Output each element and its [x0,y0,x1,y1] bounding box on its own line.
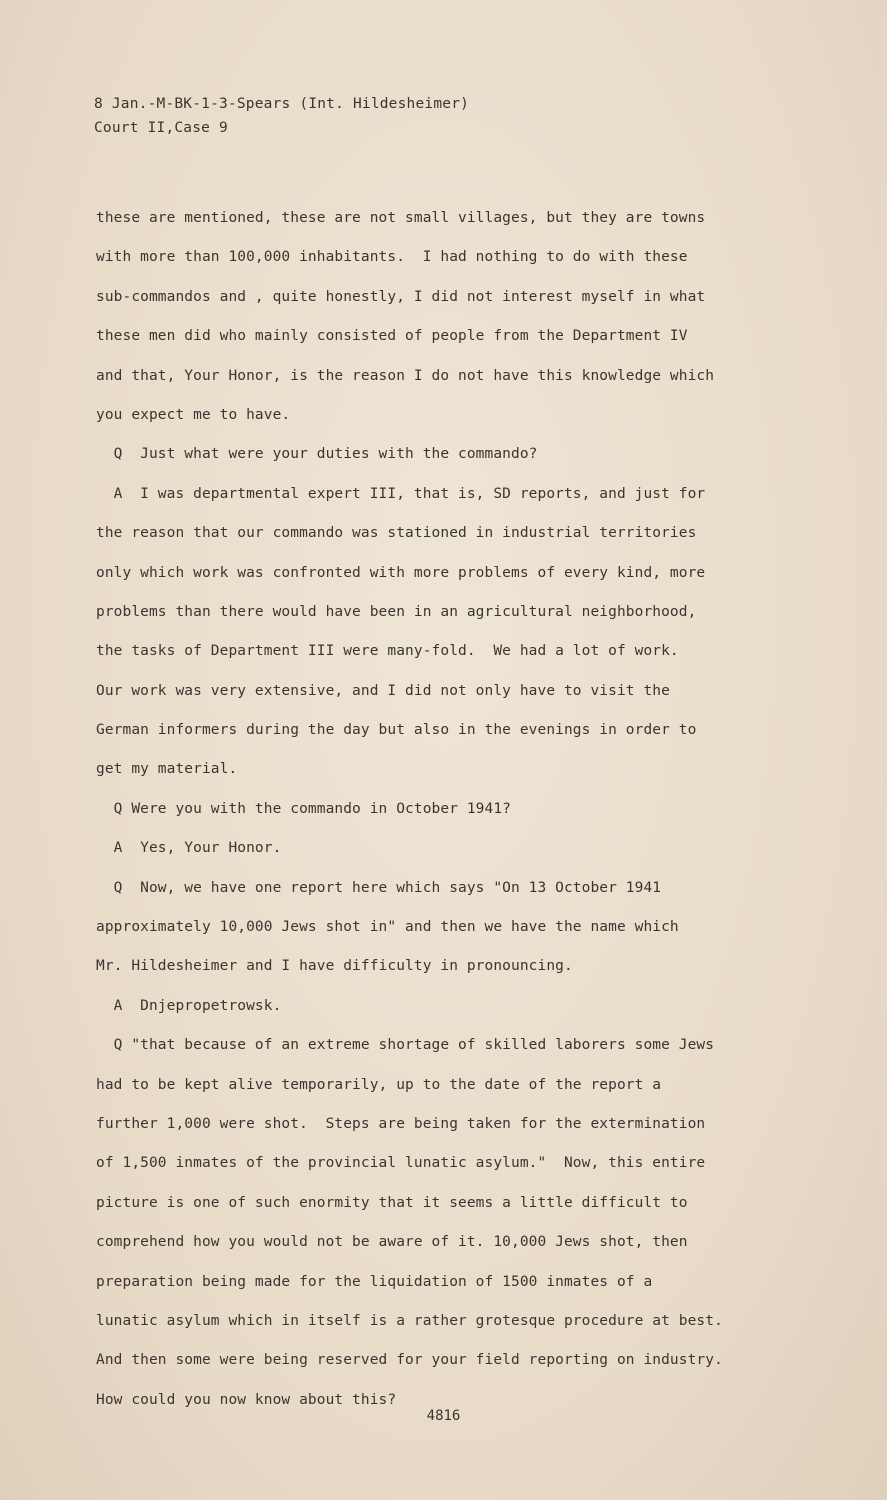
text-line: preparation being made for the liquidation of 1500 inmates of a [96,1273,653,1290]
text-line: lunatic asylum which in itself is a rather grotesque procedure at best. [96,1312,723,1329]
text-line: get my material. [96,761,238,778]
text-line: German informers during the day but also in the evenings in order to [96,722,697,739]
text-line: further 1,000 were shot. Steps are being taken for the extermination [96,1115,706,1132]
text-line: these men did who mainly consisted of people from the Department IV [96,328,688,345]
text-line: And then some were being reserved for your field reporting on industry. [96,1352,723,1369]
text-line: Q Now, we have one report here which says "On 13 October 1941 [96,879,662,896]
text-line: the tasks of Department III were many-fold. We had a lot of work. [96,643,679,660]
page-number: 4816 [426,1408,461,1424]
header-line-2: Court II,Case 9 [94,120,228,136]
text-line: you expect me to have. [96,406,291,423]
text-line: sub-commandos and , quite honestly, I did not interest myself in what [96,288,706,305]
text-line: of 1,500 inmates of the provincial lunatic asylum." Now, this entire [96,1155,706,1172]
text-line: How could you now know about this? [96,1391,397,1408]
text-line: problems than there would have been in an agricultural neighborhood, [96,603,697,620]
text-line: picture is one of such enormity that it seems a little difficult to [96,1194,688,1211]
text-line: and that, Your Honor, is the reason I do not have this knowledge which [96,367,715,384]
text-line: Q Just what were your duties with the commando? [96,446,538,463]
text-line: comprehend how you would not be aware of it. 10,000 Jews shot, then [96,1234,688,1251]
text-line: A I was departmental expert III, that is, SD reports, and just for [96,485,706,502]
text-line: Q Were you with the commando in October 1941? [96,800,511,817]
text-line: these are mentioned, these are not small villages, but they are towns [96,210,706,226]
text-line: A Yes, Your Honor. [96,840,282,857]
text-line: approximately 10,000 Jews shot in" and then we have the name which [96,919,679,936]
text-line: the reason that our commando was stationed in industrial territories [96,525,697,542]
header-line-1: 8 Jan.-M-BK-1-3-Spears (Int. Hildesheimer) [94,96,470,112]
text-line: had to be kept alive temporarily, up to the date of the report a [96,1076,662,1093]
text-line: Our work was very extensive, and I did not only have to visit the [96,682,670,699]
text-line: Q "that because of an extreme shortage of skilled laborers some Jews [96,1037,715,1054]
text-line: only which work was confronted with more problems of every kind, more [96,564,706,581]
text-line: with more than 100,000 inhabitants. I had nothing to do with these [96,249,688,266]
text-line: A Dnjepropetrowsk. [96,997,282,1014]
text-line: Mr. Hildesheimer and I have difficulty in pronouncing. [96,958,573,975]
document-header [94,92,469,140]
transcript-body [96,205,796,1426]
